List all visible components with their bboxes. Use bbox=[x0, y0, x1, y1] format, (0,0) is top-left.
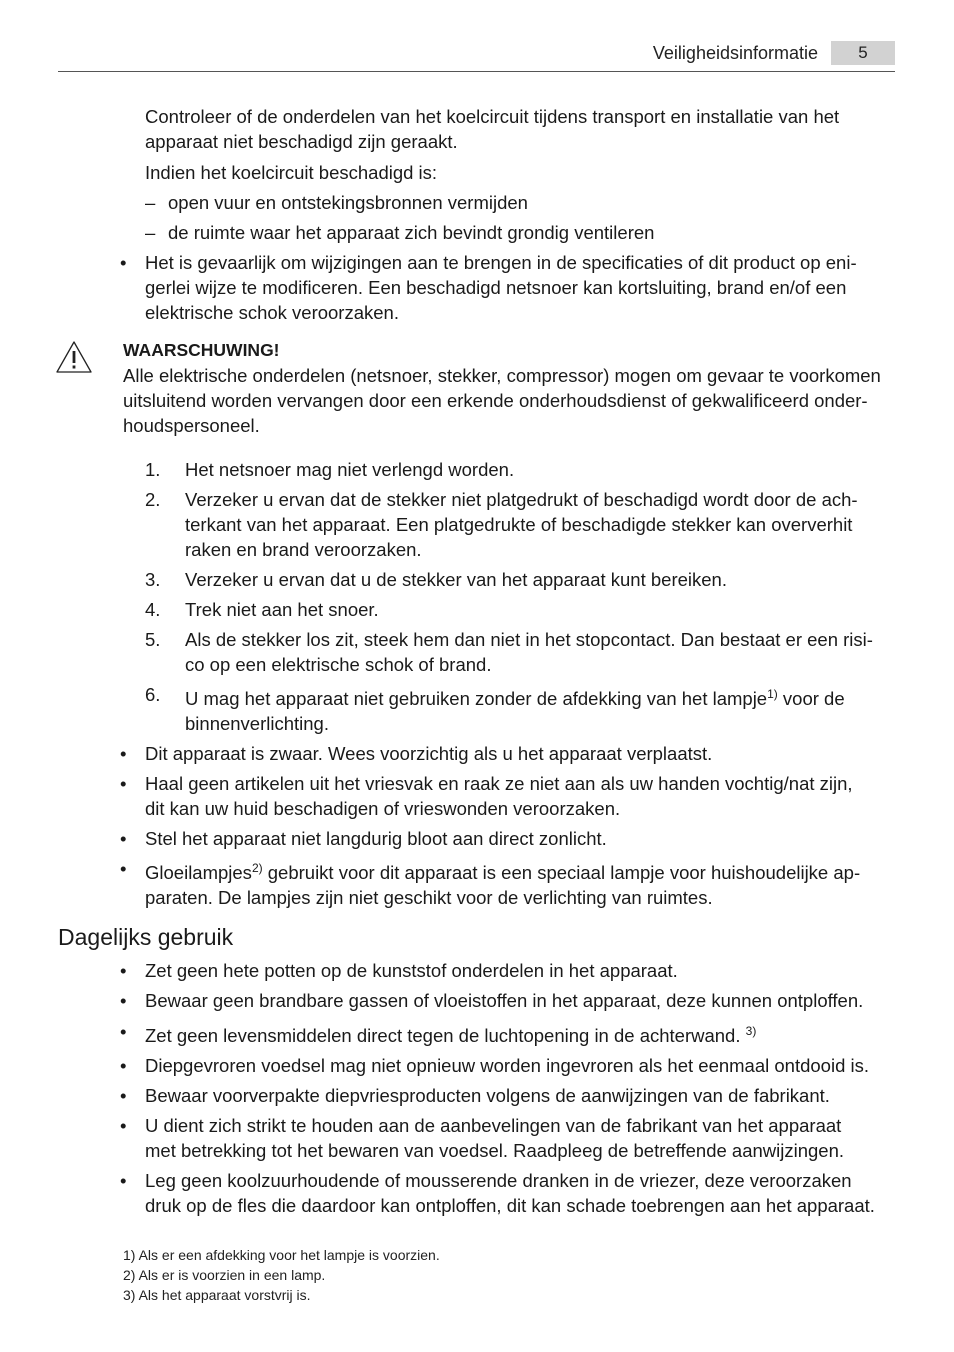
bullet-line: Stel het apparaat niet langdurig bloot aan direct zonlicht. bbox=[145, 828, 607, 849]
bullet-line: gerlei wijze te modificeren. Een beschadigd netsnoer kan kortsluiting, brand en/of een bbox=[145, 277, 847, 298]
item-line: Als de stekker los zit, steek hem dan niet in het stopcontact. Dan bestaat er een risi- bbox=[185, 629, 873, 650]
warning-line: Alle elektrische onderdelen (netsnoer, stekker, compressor) mogen om gevaar te voorkomen bbox=[123, 365, 881, 386]
warning-triangle-icon bbox=[55, 340, 93, 374]
bullet-line: Dit apparaat is zwaar. Wees voorzichtig als u het apparaat verplaatst. bbox=[145, 743, 713, 764]
item-number: 5. bbox=[145, 629, 161, 650]
bullet-marker: • bbox=[120, 773, 127, 794]
bullet-line: Haal geen artikelen uit het vriesvak en raak ze niet aan als uw handen vochtig/nat zijn, bbox=[145, 773, 853, 794]
bullet-line: Bewaar geen brandbare gassen of vloeistoffen in het apparaat, deze kunnen ontploffen. bbox=[145, 990, 864, 1011]
bullet-line: Diepgevroren voedsel mag niet opnieuw worden ingevroren als het eenmaal ontdooid is. bbox=[145, 1055, 870, 1076]
bullet-marker: • bbox=[120, 1115, 127, 1136]
bullet-line: Bewaar voorverpakte diepvriesproducten volgens de aanwijzingen van de fabrikant. bbox=[145, 1085, 830, 1106]
item-line: co op een elektrische schok of brand. bbox=[185, 654, 492, 675]
bullet-line: dit kan uw huid beschadigen of vrieswonden veroorzaken. bbox=[145, 798, 621, 819]
item-line: terkant van het apparaat. Een platgedrukte of beschadigde stekker kan oververhit bbox=[185, 514, 853, 535]
header-title: Veiligheidsinformatie bbox=[652, 43, 818, 63]
bullet-marker: • bbox=[120, 252, 127, 273]
bullet-line: druk op de fles die daardoor kan ontploffen, dit kan schade toebrengen aan het apparaat. bbox=[145, 1195, 875, 1216]
bullet-line: Leg geen koolzuurhoudende of mousserende dranken in de vriezer, deze veroorzaken bbox=[145, 1170, 852, 1191]
item-line: Trek niet aan het snoer. bbox=[185, 599, 379, 620]
footnote: 1) Als er een afdekking voor het lampje is voorzien. bbox=[123, 1247, 440, 1263]
warning-line: houdspersoneel. bbox=[123, 415, 260, 436]
item-number: 1. bbox=[145, 459, 161, 480]
warning-title: WAARSCHUWING! bbox=[123, 340, 280, 360]
intro-condition: Indien het koelcircuit beschadigd is: bbox=[145, 162, 438, 183]
bullet-line: Het is gevaarlijk om wijzigingen aan te brengen in de specificaties of dit product op eni- bbox=[145, 252, 857, 273]
item-line: raken en brand veroorzaken. bbox=[185, 539, 422, 560]
bullet-marker: • bbox=[120, 1085, 127, 1106]
page-header bbox=[58, 38, 895, 72]
item-line: Verzeker u ervan dat u de stekker van het apparaat kunt bereiken. bbox=[185, 569, 727, 590]
bullet-marker: • bbox=[120, 858, 127, 879]
bullet-line: met betrekking tot het bewaren van voedsel. Raadpleeg de betreffende aanwijzingen. bbox=[145, 1140, 845, 1161]
footnote-ref[interactable]: 2) bbox=[251, 861, 263, 875]
item-number: 6. bbox=[145, 684, 161, 705]
bullet-marker: • bbox=[120, 743, 127, 764]
item-line: Verzeker u ervan dat de stekker niet platgedrukt of beschadigd wordt door de ach- bbox=[185, 489, 858, 510]
warning-line: uitsluitend worden vervangen door een erkende onderhoudsdienst of gekwalificeerd onder- bbox=[123, 390, 868, 411]
item-line: binnenverlichting. bbox=[185, 713, 329, 734]
footnote-ref[interactable]: 3) bbox=[745, 1024, 757, 1038]
bullet-line: elektrische schok veroorzaken. bbox=[145, 302, 399, 323]
dash-item-text: de ruimte waar het apparaat zich bevindt grondig ventileren bbox=[168, 222, 655, 243]
intro-paragraph: Controleer of de onderdelen van het koelcircuit tijdens transport en installatie van het apparaat niet beschadigd zijn geraakt. bbox=[145, 106, 840, 152]
bullet-marker: • bbox=[120, 828, 127, 849]
footnote: 3) Als het apparaat vorstvrij is. bbox=[123, 1287, 311, 1303]
bullet-marker: • bbox=[120, 990, 127, 1011]
footnote: 2) Als er is voorzien in een lamp. bbox=[123, 1267, 326, 1283]
item-line: Het netsnoer mag niet verlengd worden. bbox=[185, 459, 515, 480]
bullet-line: Zet geen levensmiddelen direct tegen de luchtopening in de achterwand. $^{3)}$ bbox=[145, 1024, 757, 1046]
item-number: 3. bbox=[145, 569, 161, 590]
footnote-ref[interactable]: 1) bbox=[767, 687, 778, 701]
bullet-line: Zet geen hete potten op de kunststof onderdelen in het apparaat. bbox=[145, 960, 678, 981]
warning-text bbox=[123, 363, 895, 438]
section-heading: Dagelijks gebruik bbox=[58, 924, 234, 950]
dash-marker: – bbox=[145, 222, 156, 243]
item-number: 2. bbox=[145, 489, 161, 510]
bullet-line: Gloeilampjes$^{2)}$ gebruikt voor dit apparaat is een speciaal lampje voor huishoudelijke ap- bbox=[145, 861, 861, 883]
bullet-marker: • bbox=[120, 1055, 127, 1076]
dash-marker: – bbox=[145, 192, 156, 213]
bullet-marker: • bbox=[120, 960, 127, 981]
page-number: 5 bbox=[831, 41, 895, 65]
bullet-marker: • bbox=[120, 1021, 127, 1042]
bullet-line: paraten. De lampjes zijn niet geschikt voor de verlichting van ruimtes. bbox=[145, 887, 713, 908]
dash-item-text: open vuur en ontstekingsbronnen vermijden bbox=[168, 192, 528, 213]
bullet-line: U dient zich strikt te houden aan de aanbevelingen van de fabrikant van het apparaat bbox=[145, 1115, 842, 1136]
item-line: U mag het apparaat niet gebruiken zonder de afdekking van het lampje$^{1)}$ voor de bbox=[185, 687, 845, 709]
item-number: 4. bbox=[145, 599, 161, 620]
bullet-marker: • bbox=[120, 1170, 127, 1191]
